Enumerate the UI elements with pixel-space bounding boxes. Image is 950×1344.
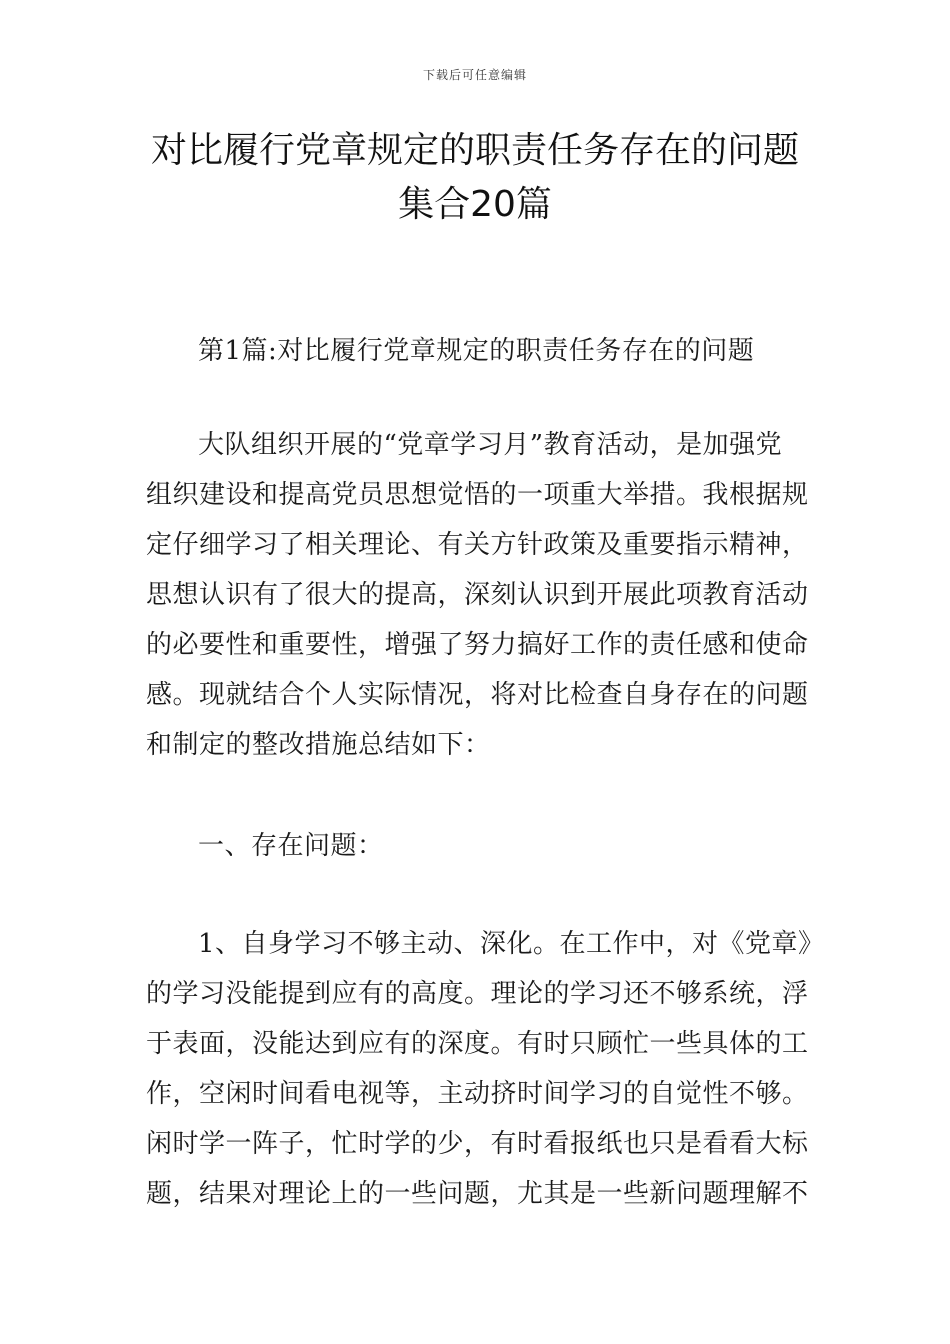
paragraph-line: 的必要性和重要性，增强了努力搞好工作的责任感和使命: [146, 630, 809, 660]
paragraph-line: 作，空闲时间看电视等，主动挤时间学习的自觉性不够。: [146, 1079, 809, 1109]
problems-heading-text: 一、存在问题：: [198, 831, 384, 861]
paragraph-problem-1: [146, 919, 825, 1219]
paragraph-line: 闲时学一阵子，忙时学的少，有时看报纸也只是看看大标: [146, 1129, 809, 1159]
paragraph-line: 感。现就结合个人实际情况，将对比检查自身存在的问题: [146, 680, 809, 710]
section-heading-text: 第1篇:对比履行党章规定的职责任务存在的问题: [198, 336, 755, 366]
paragraph-line: 1、自身学习不够主动、深化。在工作中，对《党章》: [198, 929, 825, 959]
paragraph-line: 大队组织开展的“党章学习月”教育活动，是加强党: [198, 430, 783, 460]
title-line-2: 集合20篇: [398, 184, 552, 225]
problems-heading: [146, 821, 806, 871]
paragraph-line: 题，结果对理论上的一些问题，尤其是一些新问题理解不: [146, 1179, 809, 1209]
paragraph-line: 的学习没能提到应有的高度。理论的学习还不够系统，浮: [146, 979, 809, 1009]
document-title: [100, 124, 850, 232]
paragraph-line: 和制定的整改措施总结如下：: [146, 730, 491, 760]
paragraph-line: 于表面，没能达到应有的深度。有时只顾忙一些具体的工: [146, 1029, 809, 1059]
paragraph-intro: [146, 420, 809, 770]
title-line-1: 对比履行党章规定的职责任务存在的问题: [150, 130, 799, 171]
paragraph-line: 组织建设和提高党员思想觉悟的一项重大举措。我根据规: [146, 480, 809, 510]
paragraph-line: 思想认识有了很大的提高，深刻认识到开展此项教育活动: [146, 580, 809, 610]
paragraph-line: 定仔细学习了相关理论、有关方针政策及重要指示精神，: [146, 530, 809, 560]
header-note: 下载后可任意编辑: [422, 68, 527, 82]
section-heading: [146, 326, 806, 376]
